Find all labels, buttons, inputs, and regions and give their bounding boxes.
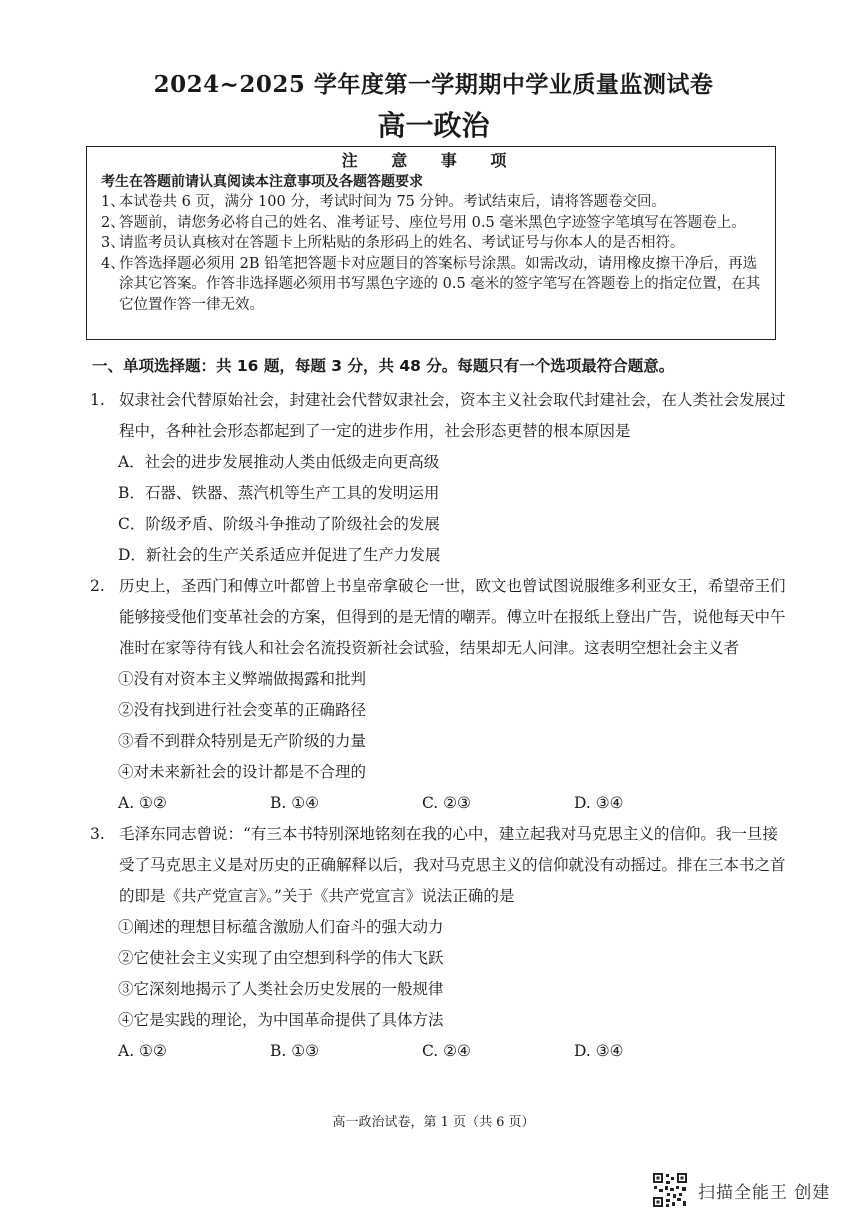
notice-item-number: 3、 (101, 235, 125, 251)
question-number: 1. (90, 391, 105, 409)
qr-code-icon (652, 1172, 688, 1208)
option-d: D．新社会的生产关系适应并促进了生产力发展 (118, 546, 441, 564)
choice-d: D. ③④ (574, 794, 624, 812)
notice-lead: 考生在答题前请认真阅读本注意事项及各题答题要求 (101, 173, 423, 190)
statement-4: ④对未来新社会的设计都是不合理的 (118, 763, 367, 781)
choice-a: A. ①② (118, 1042, 167, 1060)
notice-item (101, 213, 761, 234)
question-stem: 毛泽东同志曾说：“有三本书特别深地铭刻在我的心中，建立起我对马克思主义的信仰。我一旦接受了马克思主义是对历史的正确解释以后，我对马克思主义的信仰就没有动摇过。排在三本书之首的即是《共产党宣言》。”关于《共产党宣言》说法正确的是 (119, 825, 786, 905)
notice-item-text: 答题前，请您务必将自己的姓名、准考证号、座位号用 0.5 毫米黑色字迹签字笔填写在答题卷上。 (119, 214, 746, 231)
notice-item-text: 请监考员认真核对在答题卡上所粘贴的条形码上的姓名、考试证号与你本人的是否相符。 (119, 235, 685, 251)
notice-item (101, 192, 761, 213)
notice-item-number: 4、 (101, 255, 125, 272)
notice-item (101, 254, 761, 316)
page-footer: 高一政治试卷，第 1 页（共 6 页） (332, 1115, 535, 1130)
answer-choices (90, 1036, 790, 1067)
answer-choices (90, 788, 790, 819)
scanner-watermark-text: 扫描全能王 创建 (698, 1182, 831, 1203)
notice-item-number: 2、 (101, 214, 125, 231)
choice-b: B. ①③ (270, 1042, 320, 1060)
choice-b: B. ①④ (270, 794, 320, 812)
questions-area (90, 385, 790, 1067)
question-number: 2. (90, 577, 105, 595)
exam-subject: 高一政治 (377, 109, 490, 142)
statement-2: ②它使社会主义实现了由空想到科学的伟大飞跃 (118, 949, 444, 967)
exam-title: 2024~2025 学年度第一学期期中学业质量监测试卷 (153, 71, 714, 98)
notice-item (101, 233, 761, 254)
question-1 (90, 385, 790, 447)
question-2 (90, 571, 790, 664)
question-stem: 历史上，圣西门和傅立叶都曾上书皇帝拿破仑一世，欧文也曾试图说服维多利亚女王，希望帝王们能够接受他们变革社会的方案，但得到的是无情的嘲弄。傅立叶在报纸上登出广告，说他每天中午准时在家等待有钱人和社会名流投资新社会试验，结果却无人问津。这表明空想社会主义者 (119, 577, 786, 657)
notice-title: 注 意 事 项 (341, 151, 521, 170)
statement-4: ④它是实践的理论，为中国革命提供了具体方法 (118, 1011, 444, 1029)
option-a: A．社会的进步发展推动人类由低级走向更高级 (118, 453, 440, 471)
question-number: 3. (90, 825, 105, 843)
question-stem: 奴隶社会代替原始社会，封建社会代替奴隶社会，资本主义社会取代封建社会，在人类社会发展过程中，各种社会形态都起到了一定的进步作用，社会形态更替的根本原因是 (119, 391, 786, 440)
statement-2: ②没有找到进行社会变革的正确路径 (118, 701, 367, 719)
notice-box (86, 146, 776, 340)
choice-c: C. ②③ (422, 794, 471, 812)
notice-item-number: 1、 (101, 194, 125, 210)
option-b: B．石器、铁器、蒸汽机等生产工具的发明运用 (118, 484, 440, 502)
statement-3: ③它深刻地揭示了人类社会历史发展的一般规律 (118, 980, 444, 998)
scanner-watermark (652, 1172, 830, 1208)
question-3 (90, 819, 790, 912)
choice-d: D. ③④ (574, 1042, 624, 1060)
notice-item-text: 作答选择题必须用 2B 铅笔把答题卡对应题目的答案标号涂黑。如需改动，请用橡皮擦干净后，再选涂其它答案。作答非选择题必须用书写黑色字迹的 0.5 毫米的签字笔写在答题卷上的指定位置，在其它位置作答一律无效。 (119, 255, 761, 313)
statement-1: ①没有对资本主义弊端做揭露和批判 (118, 670, 367, 688)
choice-c: C. ②④ (422, 1042, 471, 1060)
statement-3: ③看不到群众特别是无产阶级的力量 (118, 732, 367, 750)
option-c: C．阶级矛盾、阶级斗争推动了阶级社会的发展 (118, 515, 440, 533)
choice-a: A. ①② (118, 794, 167, 812)
statement-1: ①阐述的理想目标蕴含激励人们奋斗的强大动力 (118, 918, 444, 936)
section-heading: 一、单项选择题：共 16 题，每题 3 分，共 48 分。每题只有一个选项最符合题意。 (92, 357, 675, 375)
notice-item-text: 本试卷共 6 页，满分 100 分，考试时间为 75 分钟。考试结束后，请将答题卷交回。 (119, 194, 667, 210)
